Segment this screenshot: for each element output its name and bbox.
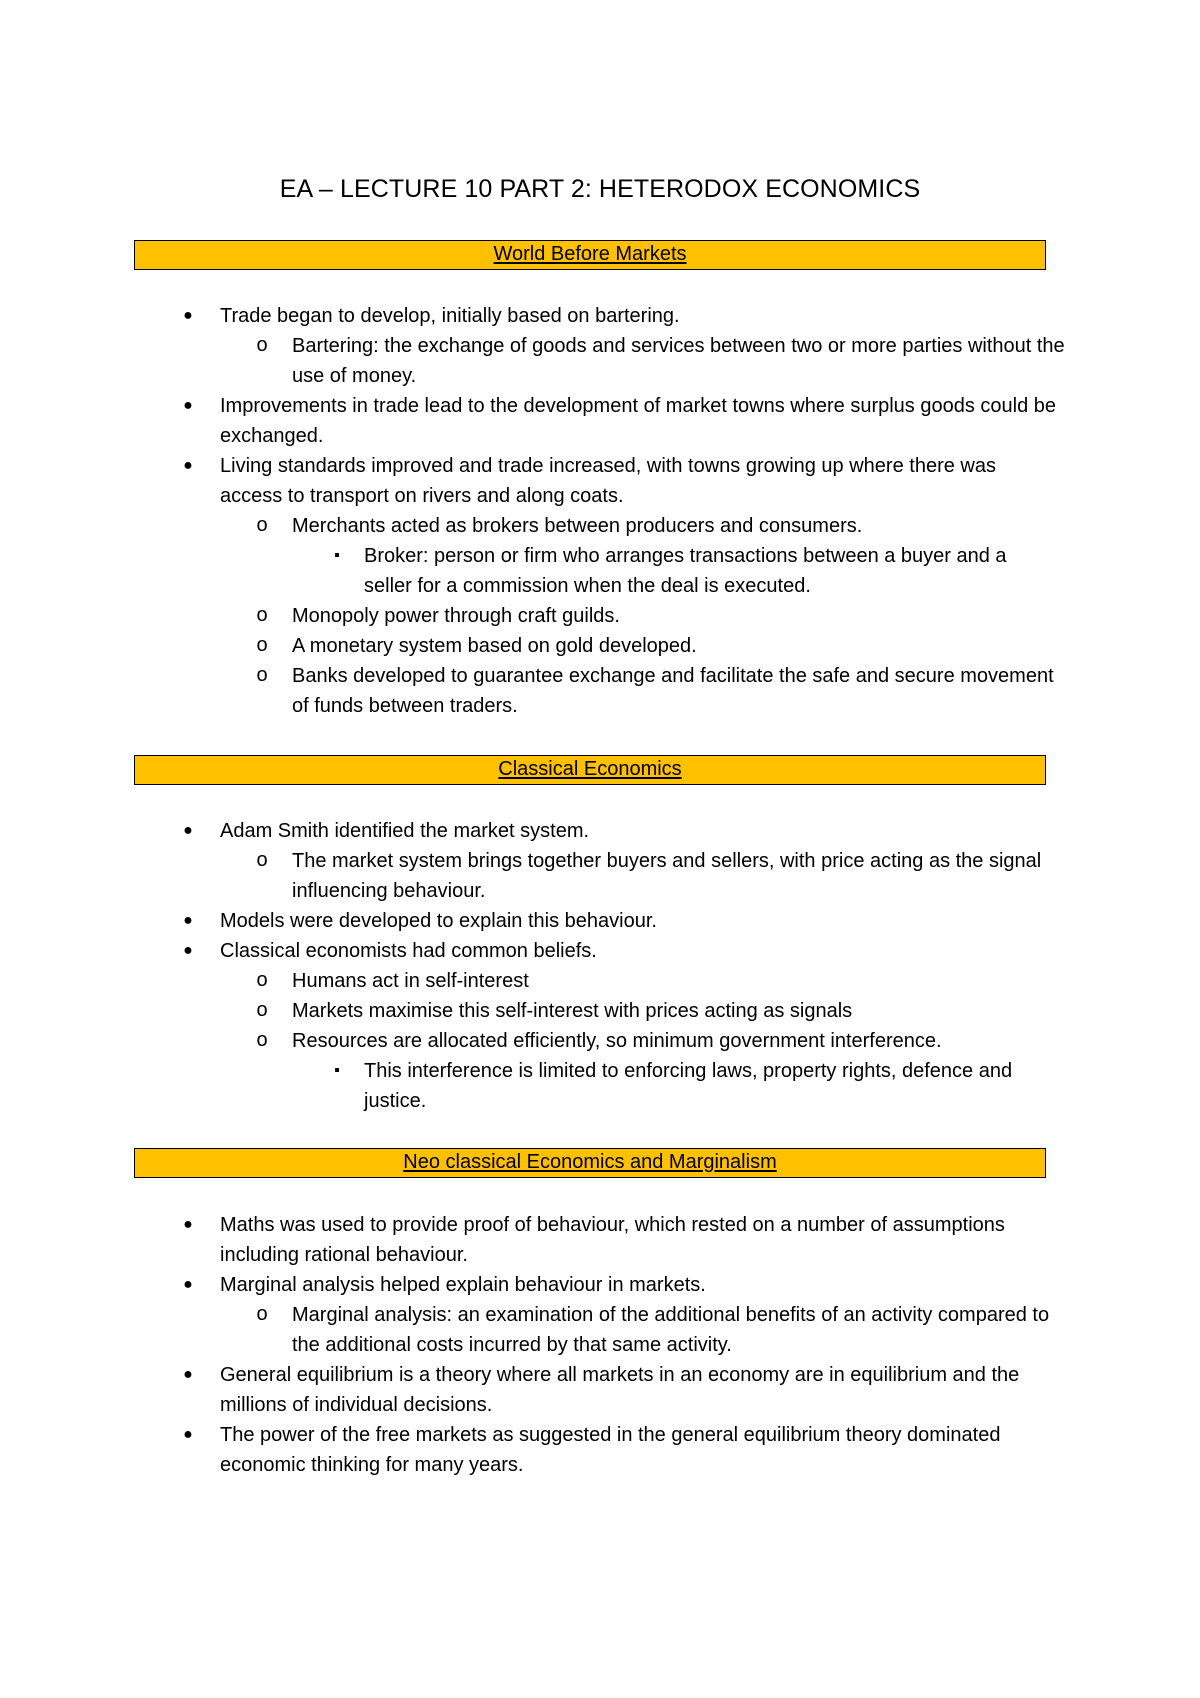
list-item-text: General equilibrium is a theory where all markets in an economy are in equilibrium and the millions of individual decisions. <box>220 1364 1020 1416</box>
list-item <box>0 996 1072 1026</box>
list-item <box>0 331 1072 391</box>
list-item <box>0 1026 1072 1056</box>
list-item <box>0 541 1054 601</box>
list-item <box>0 511 1072 541</box>
disc-bullet-icon: ● <box>183 1216 193 1233</box>
list-item <box>0 1270 1060 1300</box>
list-item-text: Monopoly power through craft guilds. <box>292 605 620 627</box>
section-heading: Classical Economics <box>134 755 1046 785</box>
circle-bullet-icon: o <box>256 334 268 356</box>
list-item-text: Banks developed to guarantee exchange and facilitate the safe and secure movement of funds between traders. <box>292 665 1054 717</box>
list-item <box>0 936 1060 966</box>
list-item-text: This interference is limited to enforcing laws, property rights, defence and justice. <box>364 1060 1013 1112</box>
list-item-text: Marginal analysis: an examination of the additional benefits of an activity compared to the additional costs incurred by that same activity. <box>292 1304 1050 1356</box>
list-item-text: Humans act in self-interest <box>292 970 529 992</box>
list-item <box>0 1360 1060 1420</box>
disc-bullet-icon: ● <box>183 942 193 959</box>
list-item-text: The power of the free markets as suggested in the general equilibrium theory dominated economic thinking for many years. <box>220 1424 1001 1476</box>
disc-bullet-icon: ● <box>183 457 193 474</box>
list-item <box>0 661 1072 721</box>
circle-bullet-icon: o <box>256 1303 268 1325</box>
disc-bullet-icon: ● <box>183 1366 193 1383</box>
list-item-text: A monetary system based on gold developed. <box>292 635 697 657</box>
list-item <box>0 846 1072 906</box>
list-item-text: Classical economists had common beliefs. <box>220 940 597 962</box>
list-item <box>0 601 1072 631</box>
circle-bullet-icon: o <box>256 849 268 871</box>
list-item <box>0 391 1060 451</box>
list-item <box>0 816 1060 846</box>
list-item-text: The market system brings together buyers and sellers, with price acting as the signal influencing behaviour. <box>292 850 1042 902</box>
square-bullet-icon: ▪ <box>334 1062 340 1079</box>
disc-bullet-icon: ● <box>183 307 193 324</box>
list-item-text: Broker: person or firm who arranges transactions between a buyer and a seller for a commission when the deal is executed. <box>364 545 1007 597</box>
circle-bullet-icon: o <box>256 999 268 1021</box>
list-item <box>0 451 1060 511</box>
circle-bullet-icon: o <box>256 664 268 686</box>
list-item-text: Marginal analysis helped explain behaviour in markets. <box>220 1274 706 1296</box>
list-item-text: Merchants acted as brokers between producers and consumers. <box>292 515 863 537</box>
list-item <box>0 1420 1060 1480</box>
bullet-list <box>0 816 1200 1116</box>
circle-bullet-icon: o <box>256 514 268 536</box>
disc-bullet-icon: ● <box>183 1276 193 1293</box>
section-heading: Neo classical Economics and Marginalism <box>134 1148 1046 1178</box>
circle-bullet-icon: o <box>256 634 268 656</box>
page-title: EA – LECTURE 10 PART 2: HETERODOX ECONOMICS <box>279 175 921 203</box>
list-item-text: Bartering: the exchange of goods and services between two or more parties without the use of money. <box>292 335 1065 387</box>
list-item <box>0 1056 1054 1116</box>
square-bullet-icon: ▪ <box>334 547 340 564</box>
circle-bullet-icon: o <box>256 1029 268 1051</box>
list-item-text: Models were developed to explain this behaviour. <box>220 910 657 932</box>
list-item <box>0 1210 1060 1270</box>
disc-bullet-icon: ● <box>183 397 193 414</box>
list-item <box>0 631 1072 661</box>
list-item-text: Markets maximise this self-interest with prices acting as signals <box>292 1000 853 1022</box>
disc-bullet-icon: ● <box>183 822 193 839</box>
list-item <box>0 906 1060 936</box>
section-heading: World Before Markets <box>134 240 1046 270</box>
list-item-text: Living standards improved and trade increased, with towns growing up where there was access to transport on rivers and along coats. <box>220 455 996 507</box>
list-item <box>0 966 1072 996</box>
disc-bullet-icon: ● <box>183 1426 193 1443</box>
circle-bullet-icon: o <box>256 604 268 626</box>
disc-bullet-icon: ● <box>183 912 193 929</box>
circle-bullet-icon: o <box>256 969 268 991</box>
list-item-text: Adam Smith identified the market system. <box>220 820 590 842</box>
bullet-list <box>0 1210 1200 1480</box>
list-item-text: Trade began to develop, initially based on bartering. <box>220 305 680 327</box>
list-item <box>0 301 1060 331</box>
list-item-text: Resources are allocated efficiently, so minimum government interference. <box>292 1030 942 1052</box>
list-item-text: Maths was used to provide proof of behaviour, which rested on a number of assumptions including rational behaviour. <box>220 1214 1005 1266</box>
list-item-text: Improvements in trade lead to the development of market towns where surplus goods could be exchanged. <box>220 395 1057 447</box>
bullet-list <box>0 301 1200 721</box>
list-item <box>0 1300 1072 1360</box>
